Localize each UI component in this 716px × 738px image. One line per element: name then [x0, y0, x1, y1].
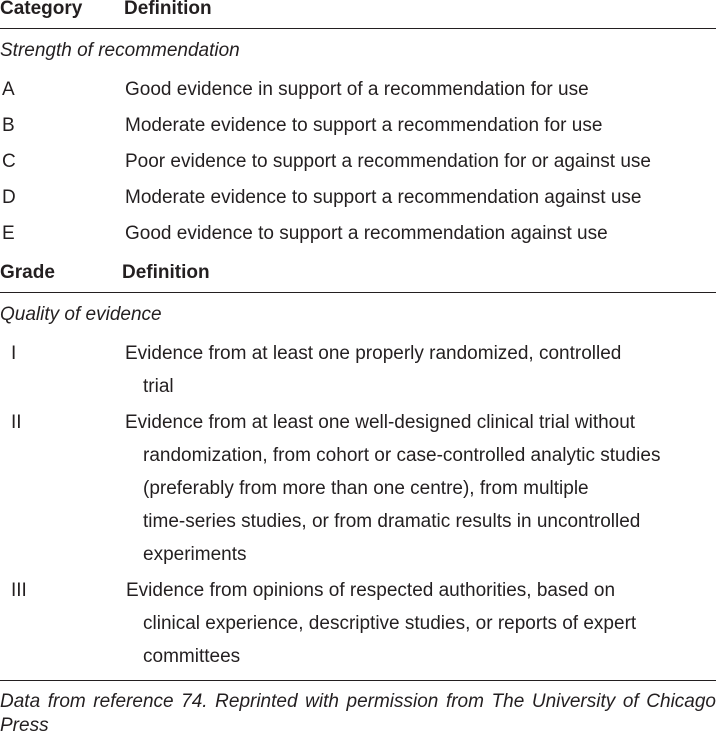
- grade-definition-line: randomization, from cohort or case-controlled analytic studies: [143, 445, 661, 466]
- section-title-strength: Strength of recommendation: [0, 40, 240, 61]
- grade-column-header: Grade: [0, 262, 55, 283]
- definition-column-header: Definition: [124, 0, 212, 19]
- grade-code: III: [11, 580, 27, 601]
- footnote: Data from reference 74. Reprinted with permission from The University of Chicago Press: [0, 691, 716, 736]
- category-column-header: Category: [0, 0, 83, 19]
- grade-code: I: [11, 343, 17, 364]
- grade-definition-line: trial: [143, 376, 174, 397]
- grade-definition-line: Evidence from at least one properly randomized, controlled: [125, 343, 622, 364]
- category-code: D: [2, 187, 16, 208]
- grade-definition-line: experiments: [143, 544, 247, 565]
- grade-definition-line: committees: [143, 646, 241, 667]
- category-code: E: [2, 223, 15, 244]
- category-code: B: [2, 115, 15, 136]
- grade-definition-line: Evidence from opinions of respected authorities, based on: [126, 580, 616, 601]
- category-definition: Moderate evidence to support a recommendation against use: [125, 187, 642, 208]
- category-definition: Good evidence to support a recommendation against use: [125, 223, 608, 244]
- category-definition: Poor evidence to support a recommendation for or against use: [125, 151, 651, 172]
- header-divider: [0, 292, 716, 293]
- footer-divider: [0, 680, 716, 681]
- header-divider: [0, 28, 716, 29]
- grade-definition-line: (preferably from more than one centre), from multiple: [143, 478, 589, 499]
- grade-definition-line: time-series studies, or from dramatic results in uncontrolled: [143, 511, 641, 532]
- grade-definition-line: clinical experience, descriptive studies, or reports of expert: [143, 613, 637, 634]
- category-code: C: [2, 151, 16, 172]
- category-definition: Moderate evidence to support a recommendation for use: [125, 115, 603, 136]
- grade-definition-line: Evidence from at least one well-designed clinical trial without: [125, 412, 636, 433]
- section-title-quality: Quality of evidence: [0, 304, 162, 325]
- definition-column-header: Definition: [122, 262, 210, 283]
- grade-code: II: [11, 412, 22, 433]
- category-definition: Good evidence in support of a recommendation for use: [125, 79, 589, 100]
- category-code: A: [2, 79, 15, 100]
